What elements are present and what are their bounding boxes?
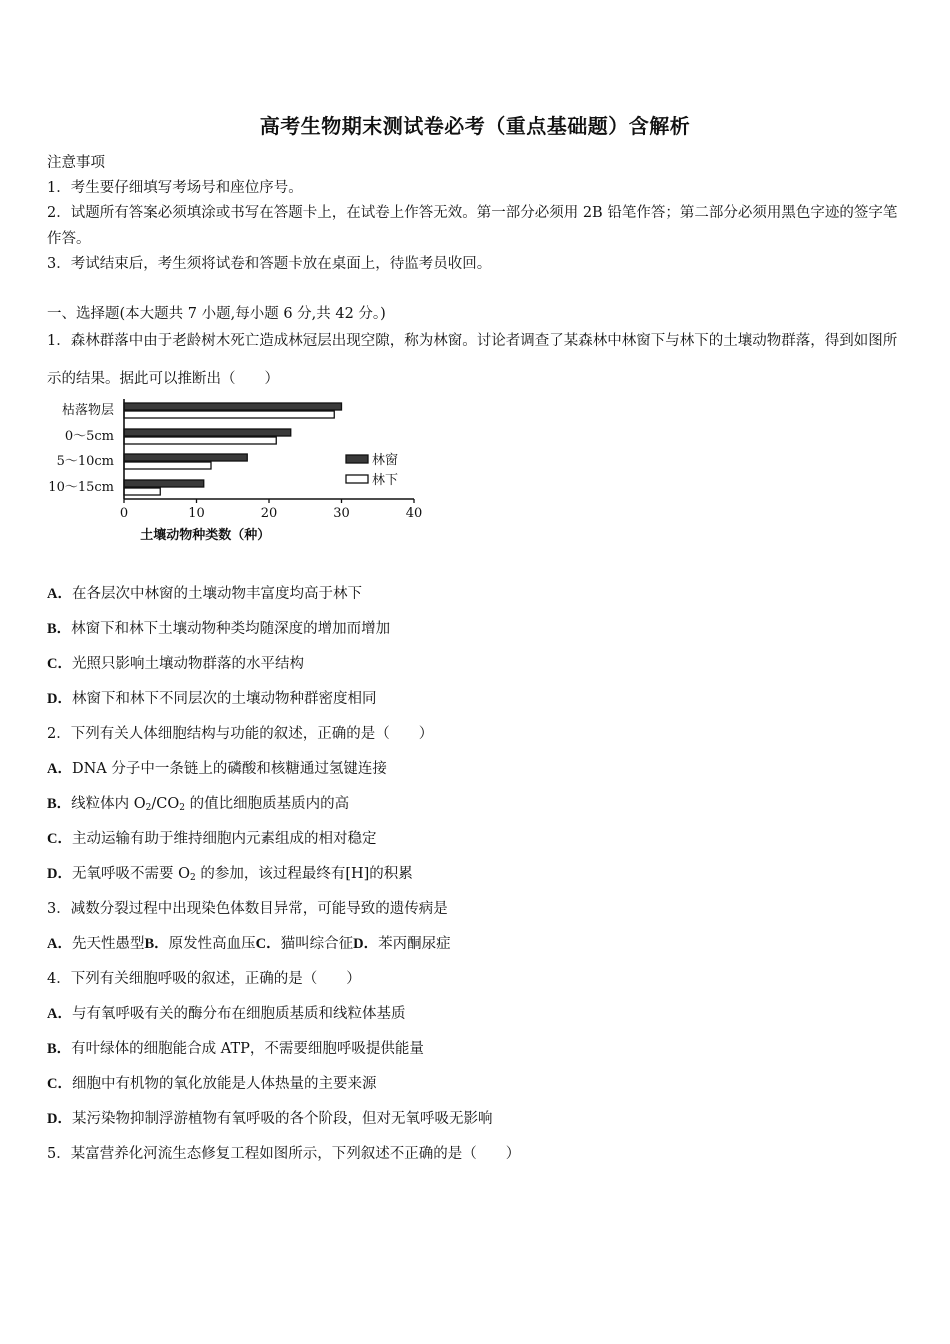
q2-option-b: B．线粒体内 $O_2/CO_2$ 的值比细胞质基质内的高	[47, 796, 350, 813]
q1-option-c: C．光照只影响土壤动物群落的水平结构	[47, 656, 304, 672]
page-title: 高考生物期末测试卷必考（重点基础题）含解析	[259, 114, 691, 138]
q1-option-a: A．在各层次中林窗的土壤动物丰富度均高于林下	[47, 586, 362, 602]
x-tick-label: 20	[260, 506, 278, 521]
q3-option-c: C．猫叫综合征	[255, 936, 354, 952]
q4-option-a: A．与有氧呼吸有关的酶分布在细胞质基质和线粒体基质	[47, 1006, 406, 1022]
y-tick-label: 0～5cm	[64, 429, 114, 444]
q1-option-b: B．林窗下和林下土壤动物种类均随深度的增加而增加	[47, 621, 391, 637]
q4-option-d: D．某污染物抑制浮游植物有氧呼吸的各个阶段，但对无氧呼吸无影响	[47, 1111, 493, 1127]
bar-林下-0	[124, 411, 334, 418]
bar-林窗-2	[124, 454, 247, 461]
legend-swatch-林窗	[346, 455, 368, 463]
bar-林窗-0	[124, 403, 342, 410]
section-heading: 一、选择题(本大题共 7 小题,每小题 6 分,共 42 分。)	[47, 306, 386, 322]
q4-option-b: B．有叶绿体的细胞能合成 ATP，不需要细胞呼吸提供能量	[47, 1041, 424, 1057]
x-tick-label: 30	[333, 506, 350, 521]
bar-林下-3	[124, 488, 160, 495]
x-tick-label: 0	[119, 506, 129, 521]
soil-animal-bar-chart	[40, 395, 440, 555]
x-tick-label: 10	[188, 506, 205, 521]
q3-options-row	[47, 934, 451, 954]
legend-swatch-林下	[346, 475, 368, 483]
q3-option-a: A．先天性愚型	[47, 936, 145, 952]
legend-label: 林窗	[372, 453, 399, 468]
question-1-stem: 1．森林群落中由于老龄树木死亡造成林冠层出现空隙，称为林窗。讨论者调查了某森林中林窗下与林下的土壤动物群落，得到如图所示的结果。据此可以推断出（ ）	[47, 333, 898, 387]
x-tick-label: 40	[405, 506, 423, 521]
y-tick-label: 5～10cm	[56, 454, 114, 469]
bar-林下-1	[124, 437, 276, 444]
bar-林窗-1	[124, 429, 291, 436]
q4-option-c: C．细胞中有机物的氧化放能是人体热量的主要来源	[47, 1076, 377, 1092]
question-3-stem: 3．减数分裂过程中出现染色体数目异常，可能导致的遗传病是	[47, 901, 448, 917]
q2-option-a: A．DNA 分子中一条链上的磷酸和核糖通过氢键连接	[47, 761, 387, 777]
question-4-stem: 4．下列有关细胞呼吸的叙述，正确的是（ ）	[47, 971, 361, 987]
y-tick-label: 10～15cm	[48, 480, 114, 495]
q3-option-b: B．原发性高血压	[144, 936, 256, 952]
q3-option-d: D．苯丙酮尿症	[353, 936, 451, 952]
notice-heading: 注意事项	[47, 155, 105, 171]
legend-label: 林下	[372, 473, 399, 488]
notice-item-1: 1．考生要仔细填写考场号和座位序号。	[47, 180, 303, 196]
q2-option-c: C．主动运输有助于维持细胞内元素组成的相对稳定	[47, 831, 377, 847]
bar-林窗-3	[124, 480, 204, 487]
question-5-stem: 5．某富营养化河流生态修复工程如图所示，下列叙述不正确的是（ ）	[47, 1146, 521, 1162]
q1-option-d: D．林窗下和林下不同层次的土壤动物种群密度相同	[47, 691, 377, 707]
notice-item-3: 3．考试结束后，考生须将试卷和答题卡放在桌面上，待监考员收回。	[47, 256, 492, 272]
question-2-stem: 2．下列有关人体细胞结构与功能的叙述，正确的是（ ）	[47, 726, 434, 742]
notice-item-2: 2．试题所有答案必须填涂或书写在答题卡上，在试卷上作答无效。第一部分必须用 2B 铅笔作答；第二部分必须用黑色字迹的签字笔作答。	[47, 205, 898, 247]
x-axis-label: 土壤动物种类数（种）	[140, 528, 271, 543]
q2-option-d: D．无氧呼吸不需要 $O_2$ 的参加，该过程最终有[H]的积累	[47, 866, 413, 883]
y-tick-label: 枯落物层	[61, 403, 114, 418]
bar-林下-2	[124, 462, 211, 469]
